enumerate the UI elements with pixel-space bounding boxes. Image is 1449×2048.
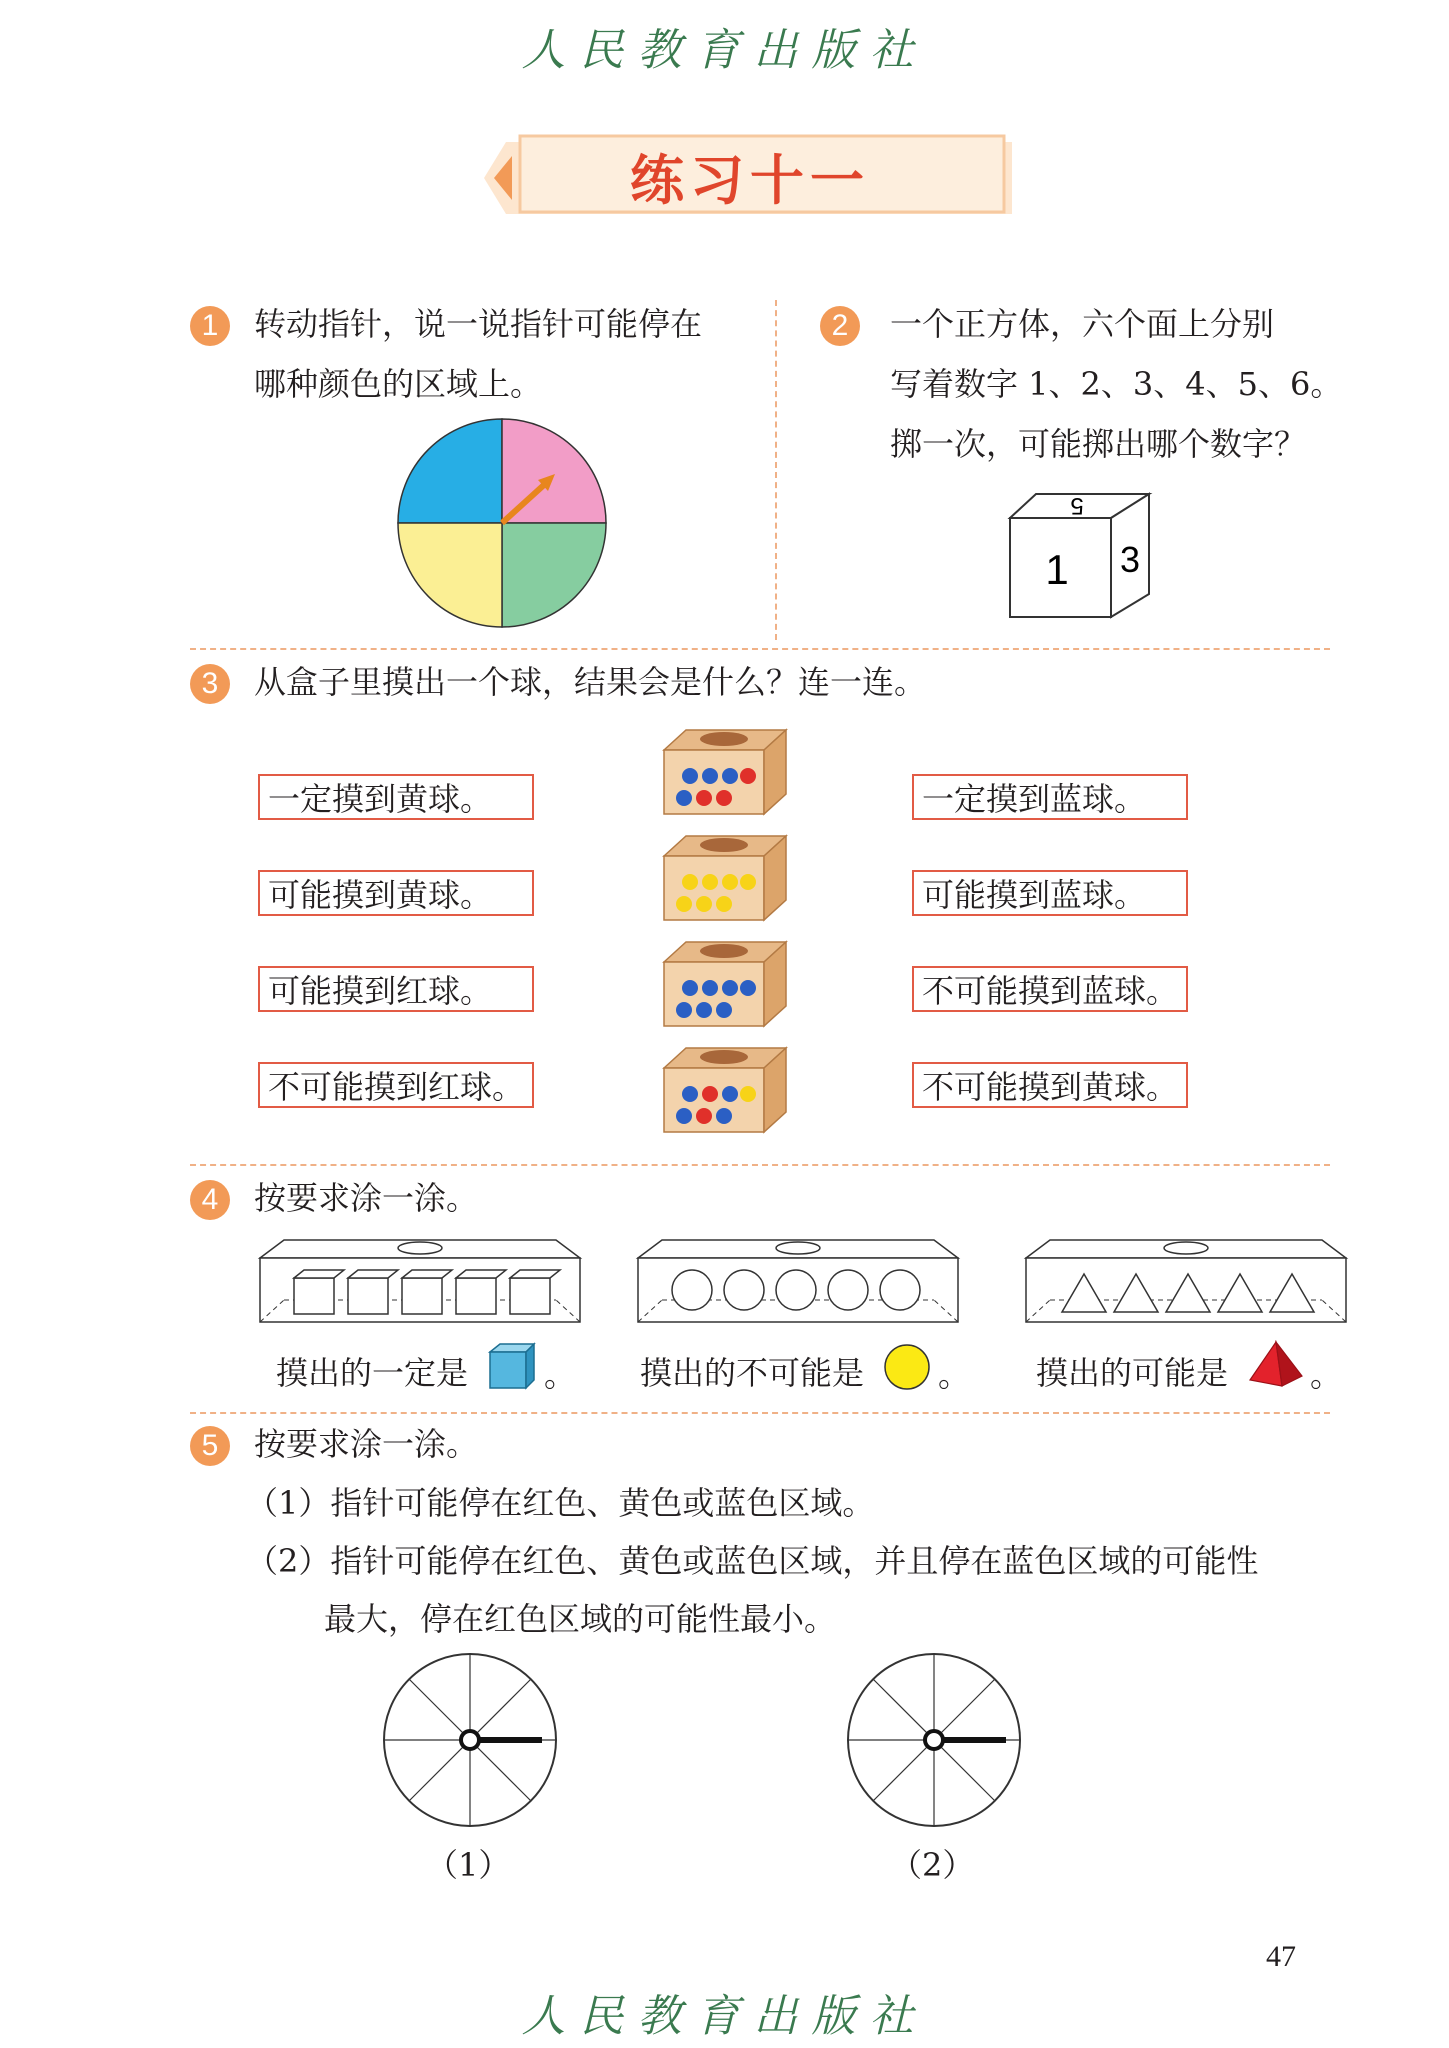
blue-cube-icon <box>486 1340 538 1392</box>
q3-right-option[interactable]: 一定摸到蓝球。 <box>912 774 1188 820</box>
q2-line3: 掷一次，可能掷出哪个数字？ <box>890 425 1307 463</box>
q3-left-option[interactable]: 可能摸到黄球。 <box>258 870 534 916</box>
ball-box-2 <box>664 836 786 920</box>
yellow-circle-icon <box>882 1342 932 1392</box>
page-number: 47 <box>1266 1940 1296 1973</box>
publisher-logo-top: 人民教育出版社 <box>521 25 928 76</box>
column-divider <box>775 300 777 640</box>
q5-part2-line1: （2）指针可能停在红色、黄色或蓝色区域，并且停在蓝色区域的可能性 <box>246 1542 1259 1580</box>
spinner-colored <box>395 416 609 630</box>
question-number-3: 3 <box>190 664 230 704</box>
q4-period-2: 。 <box>938 1356 971 1394</box>
q3-right-option[interactable]: 不可能摸到黄球。 <box>912 1062 1188 1108</box>
q2-line1: 一个正方体，六个面上分别 <box>890 305 1275 343</box>
shape-box-circles <box>634 1236 962 1326</box>
q1-line1: 转动指针，说一说指针可能停在 <box>254 305 703 343</box>
q4-text: 按要求涂一涂。 <box>254 1179 479 1217</box>
q3-left-option[interactable]: 一定摸到黄球。 <box>258 774 534 820</box>
ball-box-1 <box>664 730 786 814</box>
die-cube <box>1005 490 1165 620</box>
q1-line2: 哪种颜色的区域上。 <box>254 365 543 403</box>
q3-left-option[interactable]: 可能摸到红球。 <box>258 966 534 1012</box>
spinner-label-1: （1） <box>426 1846 511 1884</box>
die-front-number: 1 <box>1045 546 1069 593</box>
divider-1 <box>190 648 1330 650</box>
q4-period-1: 。 <box>544 1356 577 1394</box>
page-title: 练习十一 <box>630 149 870 212</box>
ball-box-4 <box>664 1048 786 1132</box>
shape-box-cubes <box>256 1236 584 1326</box>
q4-caption-1: 摸出的一定是 <box>276 1354 469 1392</box>
q5-part1: （1）指针可能停在红色、黄色或蓝色区域。 <box>246 1484 875 1522</box>
blank-spinner-2[interactable] <box>844 1650 1024 1830</box>
red-pyramid-icon <box>1246 1338 1306 1390</box>
blank-spinner-1[interactable] <box>380 1650 560 1830</box>
q3-left-option[interactable]: 不可能摸到红球。 <box>258 1062 534 1108</box>
question-number-1: 1 <box>190 306 230 346</box>
ball-boxes-column <box>660 728 790 1148</box>
q5-text: 按要求涂一涂。 <box>254 1425 479 1463</box>
ball-box-3 <box>664 942 786 1026</box>
q3-right-option[interactable]: 可能摸到蓝球。 <box>912 870 1188 916</box>
spinner-label-2: （2） <box>890 1846 975 1884</box>
q5-part2-line2: 最大，停在红色区域的可能性最小。 <box>324 1600 837 1638</box>
q4-caption-2: 摸出的不可能是 <box>640 1354 865 1392</box>
die-top-number: 5 <box>1070 492 1084 519</box>
q2-line2: 写着数字 1、2、3、4、5、6。 <box>890 365 1343 403</box>
question-number-2: 2 <box>820 306 860 346</box>
question-number-5: 5 <box>190 1426 230 1466</box>
q4-period-3: 。 <box>1310 1356 1343 1394</box>
q3-right-option[interactable]: 不可能摸到蓝球。 <box>912 966 1188 1012</box>
q3-text: 从盒子里摸出一个球，结果会是什么？连一连。 <box>254 663 927 701</box>
publisher-logo-bottom: 人民教育出版社 <box>521 1991 928 2042</box>
question-number-4: 4 <box>190 1180 230 1220</box>
divider-2 <box>190 1164 1330 1166</box>
shape-box-pyramids <box>1022 1236 1350 1326</box>
die-side-number: 3 <box>1119 539 1141 580</box>
q4-caption-3: 摸出的可能是 <box>1036 1354 1229 1392</box>
